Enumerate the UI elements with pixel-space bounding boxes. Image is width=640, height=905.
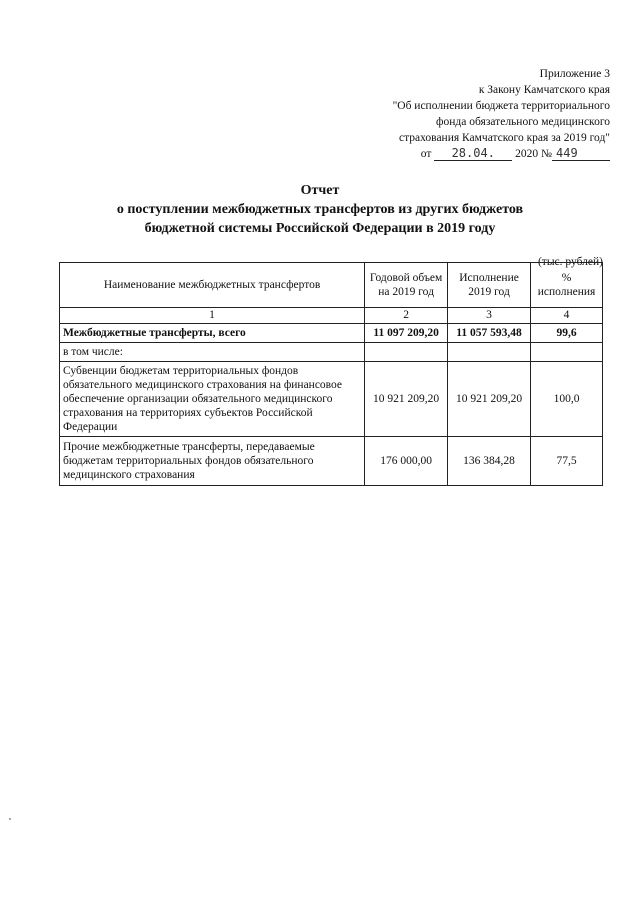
total-percent: 99,6 xyxy=(531,324,603,343)
appendix-date-line xyxy=(393,146,610,162)
table-row xyxy=(60,437,603,486)
col-number: 4 xyxy=(531,308,603,324)
header-row xyxy=(60,263,603,308)
row-percent: 100,0 xyxy=(531,362,603,437)
header-executed: Исполнение 2019 год xyxy=(448,263,531,308)
title-line-2: о поступлении межбюджетных трансфертов из других бюджетов xyxy=(116,202,524,217)
title-line-1: Отчет xyxy=(300,183,340,198)
scan-speck xyxy=(9,818,11,820)
col-number: 3 xyxy=(448,308,531,324)
row-name: Субвенции бюджетам территориальных фондов обязательного медицинского страхования на финансовое обеспечение организации обязательного медицинского страхования на территориях субъектов Российской Федерации xyxy=(60,362,365,437)
year-text: 2020 № xyxy=(515,148,552,160)
header-annual: Годовой объем на 2019 год xyxy=(365,263,448,308)
empty-cell xyxy=(531,343,603,362)
table-row xyxy=(60,362,603,437)
col-number: 1 xyxy=(60,308,365,324)
col-number: 2 xyxy=(365,308,448,324)
empty-cell xyxy=(365,343,448,362)
appendix-line-2: к Закону Камчатского края xyxy=(478,84,610,96)
appendix-line-4: фонда обязательного медицинского xyxy=(436,116,610,128)
handwritten-number: 449 xyxy=(552,147,610,161)
row-annual: 10 921 209,20 xyxy=(365,362,448,437)
empty-cell xyxy=(448,343,531,362)
row-annual: 176 000,00 xyxy=(365,437,448,486)
appendix-line-3: "Об исполнении бюджета территориального xyxy=(392,100,610,112)
total-annual: 11 097 209,20 xyxy=(365,324,448,343)
header-percent: % исполнения xyxy=(531,263,603,308)
appendix-line-1: Приложение 3 xyxy=(539,68,610,80)
appendix-line-5: страхования Камчатского края за 2019 год" xyxy=(398,132,610,144)
column-number-row xyxy=(60,308,603,324)
total-row xyxy=(60,324,603,343)
title-line-3: бюджетной системы Российской Федерации в 2019 году xyxy=(144,221,496,236)
total-executed: 11 057 593,48 xyxy=(448,324,531,343)
row-name: Прочие межбюджетные трансферты, передаваемые бюджетам территориальных фондов обязательного медицинского страхования xyxy=(60,437,365,486)
appendix-block xyxy=(393,66,610,162)
row-executed: 136 384,28 xyxy=(448,437,531,486)
date-prefix: от xyxy=(420,148,432,160)
including-label: в том числе: xyxy=(60,343,365,362)
row-executed: 10 921 209,20 xyxy=(448,362,531,437)
including-row xyxy=(60,343,603,362)
handwritten-date: 28.04. xyxy=(434,147,512,161)
report-title xyxy=(0,181,640,238)
units-label: (тыс. рублей) xyxy=(537,256,603,268)
header-name: Наименование межбюджетных трансфертов xyxy=(60,263,365,308)
row-percent: 77,5 xyxy=(531,437,603,486)
report-table xyxy=(59,262,603,486)
total-name: Межбюджетные трансферты, всего xyxy=(60,324,365,343)
